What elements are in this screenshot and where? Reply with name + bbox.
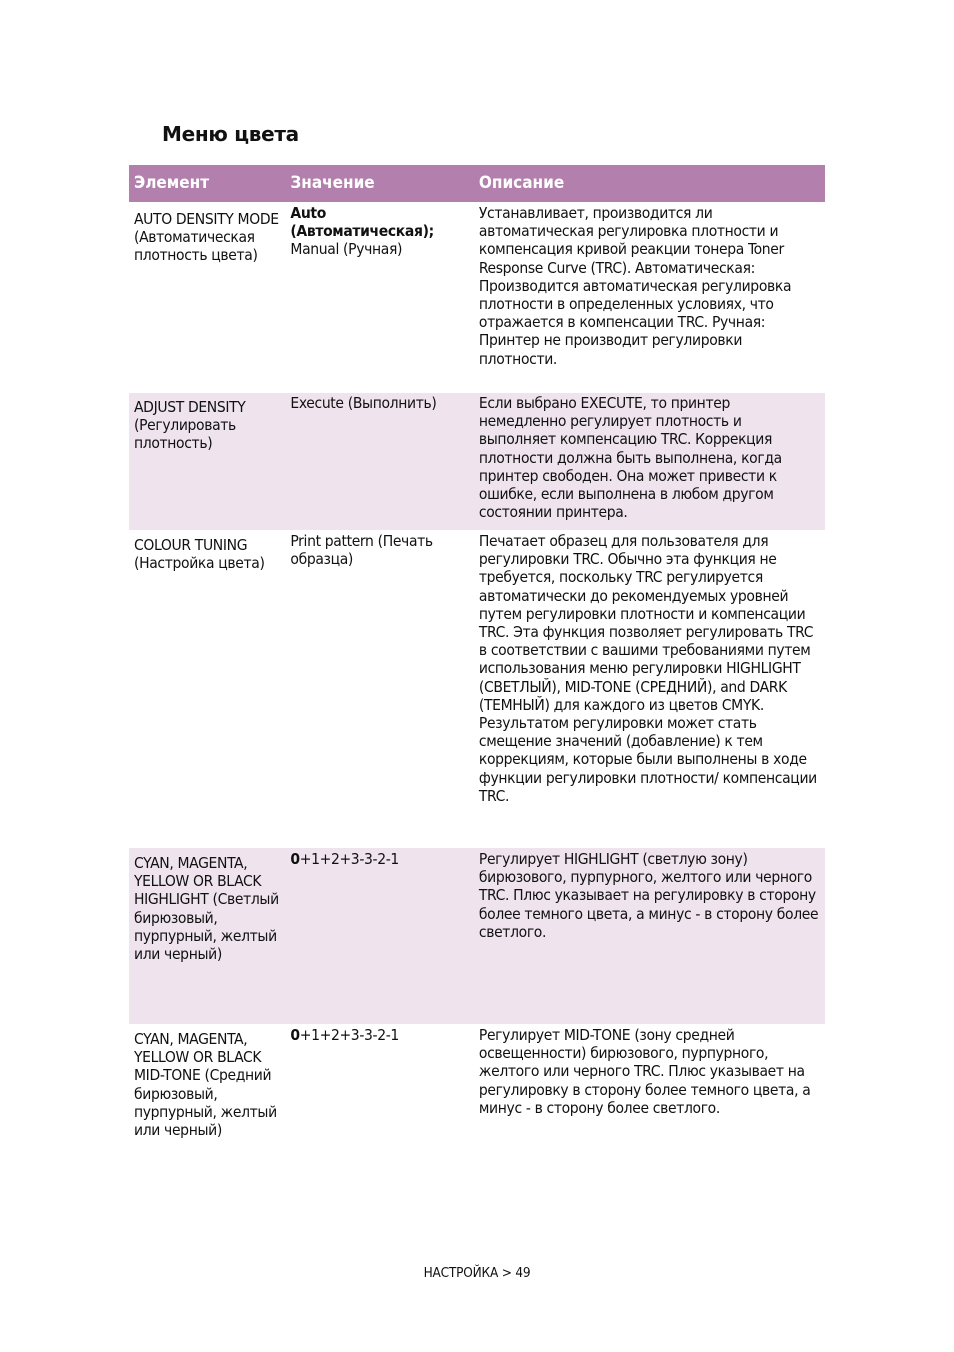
row-value-text: Print pattern (Печать образца) — [290, 532, 433, 569]
row-value — [285, 530, 474, 848]
row-description — [474, 393, 825, 530]
row-value — [285, 1024, 474, 1200]
row-value — [285, 202, 474, 393]
row-value-text: Execute (Выполнить) — [290, 394, 437, 412]
row-item — [129, 202, 285, 393]
page-footer: НАСТРОЙКА > 49 — [423, 1265, 531, 1281]
colour-menu-table — [129, 165, 825, 1200]
row-item — [129, 1024, 285, 1200]
row-item-text: COLOUR TUNING (Настройка цвета) — [134, 536, 265, 573]
table-row — [129, 393, 825, 530]
row-value — [285, 393, 474, 530]
row-description-text: Устанавливает, производится ли автоматическая регулировка плотности и компенсация кривой реакции тонера Toner Response Curve (TRC). Автоматическая: Производится автоматическая регулировка плотности в определенных условиях, что отражается в компенсации TRC. Ручная: Принтер не производит регулировки плотности. — [478, 204, 792, 368]
row-value-default: 0 — [290, 850, 300, 868]
row-description-text: Регулирует HIGHLIGHT (светлую зону) бирюзового, пурпурного, желтого или черного TRC. Плюс указывает на регулировку в сторону более темного цвета, а минус - в сторону более светлого. — [478, 850, 819, 941]
table-row — [129, 848, 825, 1024]
row-description-text: Регулирует MID-TONE (зону средней освещенности) бирюзового, пурпурного, желтого или черного TRC. Плюс указывает на регулировку в сторону более темного цвета, а минус - в сторону более светлого. — [478, 1026, 811, 1117]
row-item — [129, 393, 285, 530]
row-description-text: Печатает образец для пользователя для регулировки TRC. Обычно эта функция не требуется, поскольку TRC регулируется автоматически до рекомендуемых уровней путем регулировки плотности и компенсации TRC. Эта функция позволяет регулировать TRC в соответствии с вашими требованиями путем использования меню регулировки HIGHLIGHT (СВЕТЛЫЙ), MID-TONE (СРЕДНИЙ), and DARK (ТЕМНЫЙ) для каждого из цветов CMYK. Результатом регулировки может стать смещение значений (добавление) к тем коррекциям, которые были выполнены в ходе функции регулировки плотности/ компенсации TRC. — [478, 532, 817, 805]
row-description — [474, 1024, 825, 1200]
row-description-text: Если выбрано EXECUTE, то принтер немедленно регулирует плотность и выполняет компенсацию TRC. Коррекция плотности должна быть выполнена, когда принтер свободен. Она может привести к ошибке, если выполнена в любом другом состоянии принтера. — [478, 394, 782, 522]
row-value-text: +1+2+3-3-2-1 — [299, 1026, 399, 1044]
row-value-text: Manual (Ручная) — [290, 240, 403, 259]
section-title: Меню цвета — [162, 122, 299, 146]
row-value — [285, 848, 474, 1024]
row-item — [129, 530, 285, 848]
row-value-default: 0 — [290, 1026, 300, 1044]
row-value-default: Auto (Автоматическая); — [290, 204, 434, 241]
row-item — [129, 848, 285, 1024]
table-row — [129, 530, 825, 848]
row-item-text: ADJUST DENSITY (Регулировать плотность) — [134, 398, 246, 453]
header-description: Описание — [474, 165, 825, 202]
header-item: Элемент — [129, 165, 285, 202]
row-description — [474, 530, 825, 848]
row-item-text: CYAN, MAGENTA, YELLOW OR BLACK HIGHLIGHT (Светлый бирюзовый, пурпурный, желтый или черный) — [134, 854, 279, 964]
row-item-text: AUTO DENSITY MODE (Автоматическая плотность цвета) — [134, 210, 279, 265]
header-value: Значение — [285, 165, 474, 202]
row-description — [474, 848, 825, 1024]
table-header-row — [129, 165, 825, 202]
table-row — [129, 1024, 825, 1200]
row-description — [474, 202, 825, 393]
row-item-text: CYAN, MAGENTA, YELLOW OR BLACK MID-TONE (Средний бирюзовый, пурпурный, желтый или черный) — [134, 1030, 277, 1140]
table-row — [129, 202, 825, 393]
row-value-text: +1+2+3-3-2-1 — [299, 850, 399, 868]
